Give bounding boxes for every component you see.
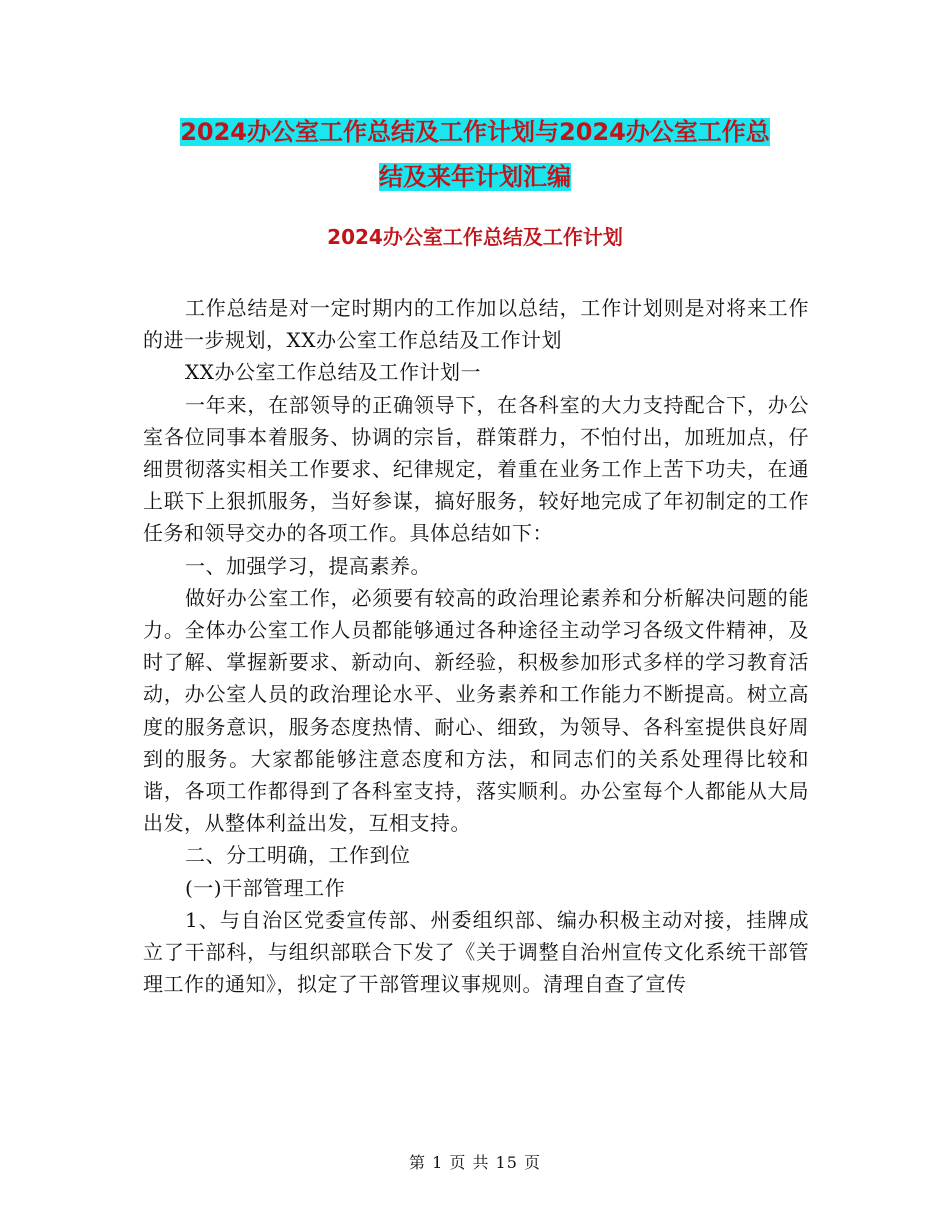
paragraph: 做好办公室工作，必须要有较高的政治理论素养和分析解决问题的能力。全体办公室工作人员都能够通过各种途径主动学习各级文件精神，及时了解、掌握新要求、新动向、新经验，积极参加形式多样的学习教育活动，办公室人员的政治理论水平、业务素养和工作能力不断提高。树立高度的服务意识，服务态度热情、耐心、细致，为领导、各科室提供良好周到的服务。大家都能够注意态度和方法，和同志们的关系处理得比较和谐，各项工作都得到了各科室支持，落实顺利。办公室每个人都能从大局出发，从整体利益出发，互相支持。 <box>143 585 809 836</box>
paragraph-heading: 二、分工明确，工作到位 <box>185 843 411 868</box>
document-body <box>143 292 809 1000</box>
section-title: 2024办公室工作总结及工作计划 <box>327 225 623 249</box>
paragraph-heading: 一、加强学习，提高素养。 <box>185 553 431 578</box>
document-title-line-2: 结及来年计划汇编 <box>379 163 571 191</box>
document-title-line-1: 2024办公室工作总结及工作计划与2024办公室工作总 <box>180 118 770 146</box>
document-title <box>140 110 810 200</box>
paragraph: 工作总结是对一定时期内的工作加以总结，工作计划则是对将来工作的进一步规划，XX办公室工作总结及工作计划 <box>143 296 809 353</box>
paragraph: 1、与自治区党委宣传部、州委组织部、编办积极主动对接，挂牌成立了干部科，与组织部联合下发了《关于调整自治州宣传文化系统干部管理工作的通知》，拟定了干部管理议事规则。清理自查了宣传 <box>143 907 809 997</box>
page-footer: 第 1 页 共 15 页 <box>409 1153 541 1172</box>
paragraph: 一年来，在部领导的正确领导下，在各科室的大力支持配合下，办公室各位同事本着服务、协调的宗旨，群策群力，不怕付出，加班加点，仔细贯彻落实相关工作要求、纪律规定，着重在业务工作上苦下功夫，在通上联下上狠抓服务，当好参谋，搞好服务，较好地完成了年初制定的工作任务和领导交办的各项工作。具体总结如下： <box>143 392 809 546</box>
paragraph-subheading: (一)干部管理工作 <box>185 875 346 900</box>
paragraph: XX办公室工作总结及工作计划一 <box>185 360 481 385</box>
